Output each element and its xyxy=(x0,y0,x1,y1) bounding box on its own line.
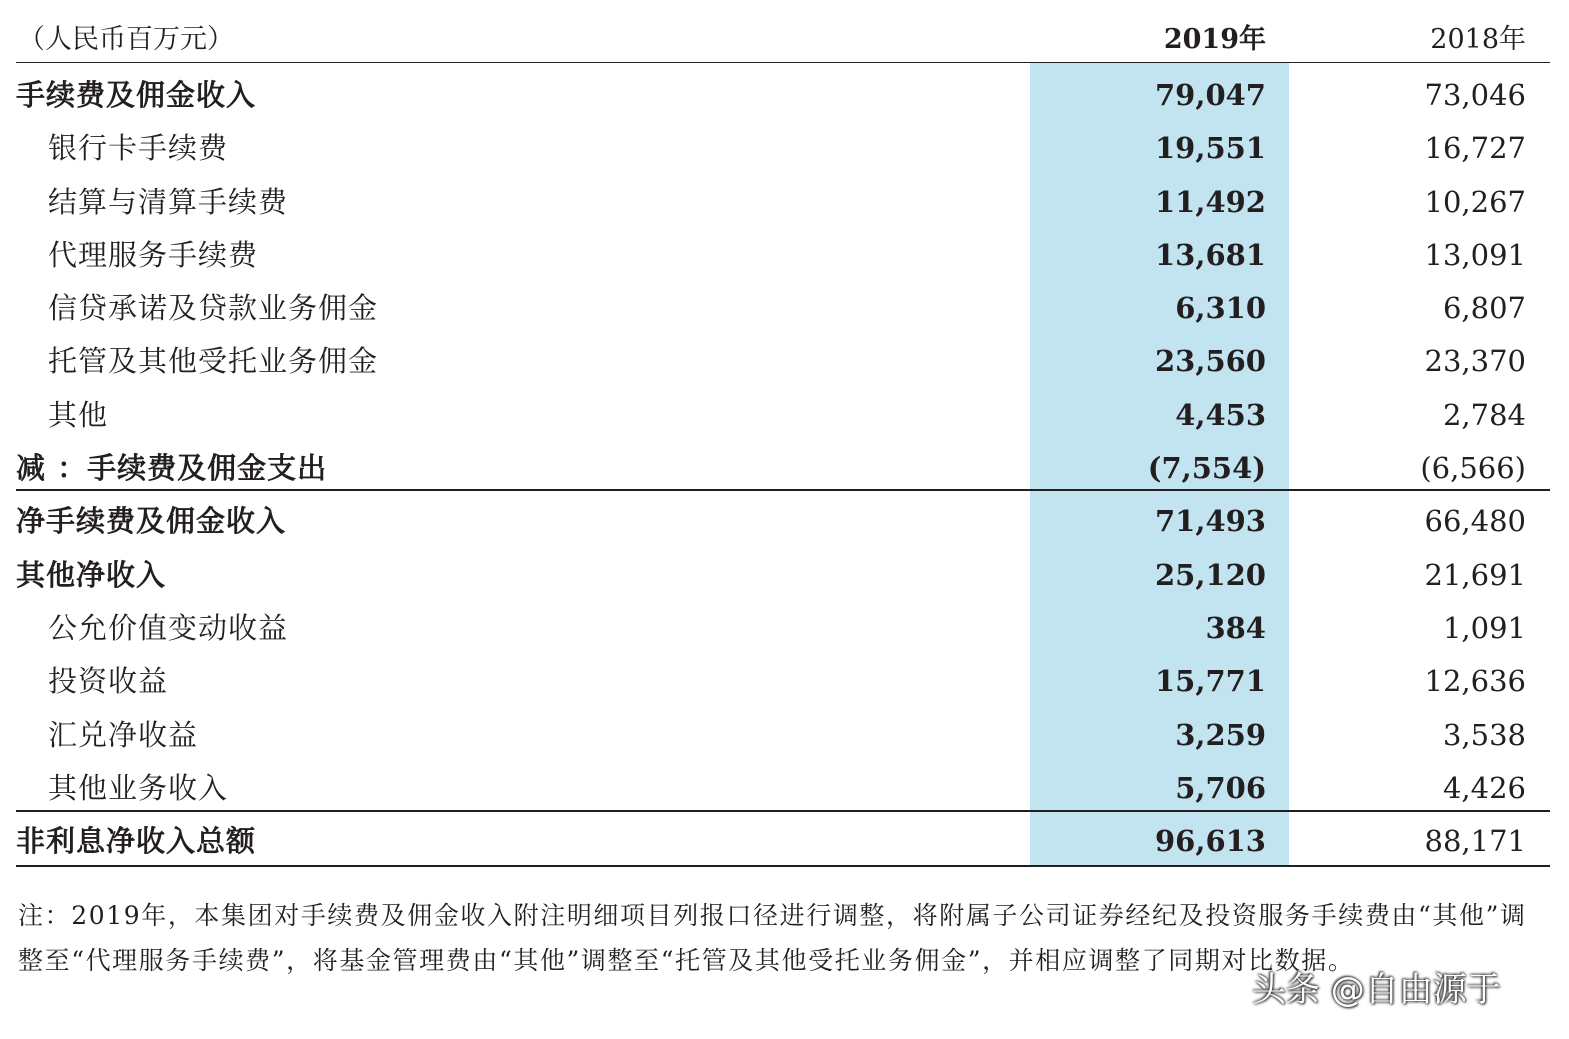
row-label: 托管及其他受托业务佣金 xyxy=(48,344,379,379)
table-bottom-rule xyxy=(16,865,1550,867)
row-label: 汇兑净收益 xyxy=(48,717,199,752)
table-row xyxy=(0,282,1569,335)
value-2019: 96,613 xyxy=(1155,824,1266,859)
table-row xyxy=(0,495,1569,548)
value-2018: (6,566) xyxy=(1420,451,1526,486)
value-2018: 10,267 xyxy=(1424,184,1526,219)
value-2018: 6,807 xyxy=(1442,291,1526,326)
value-2019: 3,259 xyxy=(1175,717,1266,752)
value-2018: 2,784 xyxy=(1442,397,1526,432)
income-table xyxy=(0,69,1569,868)
value-2018: 16,727 xyxy=(1424,131,1526,166)
table-row xyxy=(0,655,1569,708)
value-2018: 23,370 xyxy=(1424,344,1526,379)
table-row xyxy=(0,602,1569,655)
column-header-2019: 2019年 xyxy=(1163,24,1266,55)
table-row xyxy=(0,176,1569,229)
value-2018: 66,480 xyxy=(1424,504,1526,539)
value-2018: 12,636 xyxy=(1424,664,1526,699)
table-row xyxy=(0,442,1569,495)
row-label: 信贷承诺及贷款业务佣金 xyxy=(48,291,379,326)
row-label: 其他 xyxy=(48,397,109,432)
row-label: 非利息净收入总额 xyxy=(16,824,257,859)
value-2018: 4,426 xyxy=(1442,770,1526,805)
value-2018: 73,046 xyxy=(1424,78,1526,112)
value-2019: 71,493 xyxy=(1155,504,1266,539)
value-2018: 13,091 xyxy=(1424,237,1526,272)
table-row xyxy=(0,335,1569,388)
header-divider xyxy=(16,62,1550,63)
total-divider xyxy=(16,810,1550,812)
value-2019: 5,706 xyxy=(1175,770,1266,805)
table-row xyxy=(0,762,1569,815)
value-2019: 4,453 xyxy=(1175,397,1266,432)
value-2018: 88,171 xyxy=(1424,824,1526,859)
table-row xyxy=(0,549,1569,602)
row-label: 手续费及佣金收入 xyxy=(16,78,257,112)
table-row xyxy=(0,229,1569,282)
table-row xyxy=(0,709,1569,762)
value-2019: 6,310 xyxy=(1175,291,1266,326)
value-2018: 21,691 xyxy=(1424,557,1526,592)
table-row xyxy=(0,69,1569,122)
unit-label: （人民币百万元） xyxy=(18,24,234,55)
value-2019: 79,047 xyxy=(1155,78,1266,112)
value-2019: 13,681 xyxy=(1155,237,1266,272)
row-label: 投资收益 xyxy=(48,664,169,699)
table-row-total xyxy=(0,815,1569,868)
value-2019: 11,492 xyxy=(1155,184,1266,219)
value-2019: (7,554) xyxy=(1147,451,1266,486)
table-row xyxy=(0,122,1569,175)
watermark: 头条 @自由源于 xyxy=(1252,970,1501,1010)
row-label: 其他业务收入 xyxy=(48,770,229,805)
row-label: 公允价值变动收益 xyxy=(48,610,289,645)
value-2018: 3,538 xyxy=(1442,717,1526,752)
row-label: 结算与清算手续费 xyxy=(48,184,289,219)
value-2019: 19,551 xyxy=(1155,131,1266,166)
table-row xyxy=(0,389,1569,442)
value-2019: 384 xyxy=(1205,610,1266,645)
footnote: 注：2019年，本集团对手续费及佣金收入附注明细项目列报口径进行调整，将附属子公司证券经纪及投资服务手续费由“其他”调整至“代理服务手续费”，将基金管理费由“其他”调整至“托管及其他受托业务佣金”，并相应调整了同期对比数据。 xyxy=(18,901,1527,975)
value-2018: 1,091 xyxy=(1442,610,1526,645)
value-2019: 23,560 xyxy=(1155,344,1266,379)
row-label: 减 ：手续费及佣金支出 xyxy=(16,451,328,486)
row-label: 净手续费及佣金收入 xyxy=(16,504,287,539)
subtotal-divider xyxy=(16,489,1550,491)
row-label: 银行卡手续费 xyxy=(48,131,229,166)
row-label: 其他净收入 xyxy=(16,557,167,592)
row-label: 代理服务手续费 xyxy=(48,237,259,272)
value-2019: 15,771 xyxy=(1155,664,1266,699)
column-header-2018: 2018年 xyxy=(1430,24,1526,55)
value-2019: 25,120 xyxy=(1155,557,1266,592)
